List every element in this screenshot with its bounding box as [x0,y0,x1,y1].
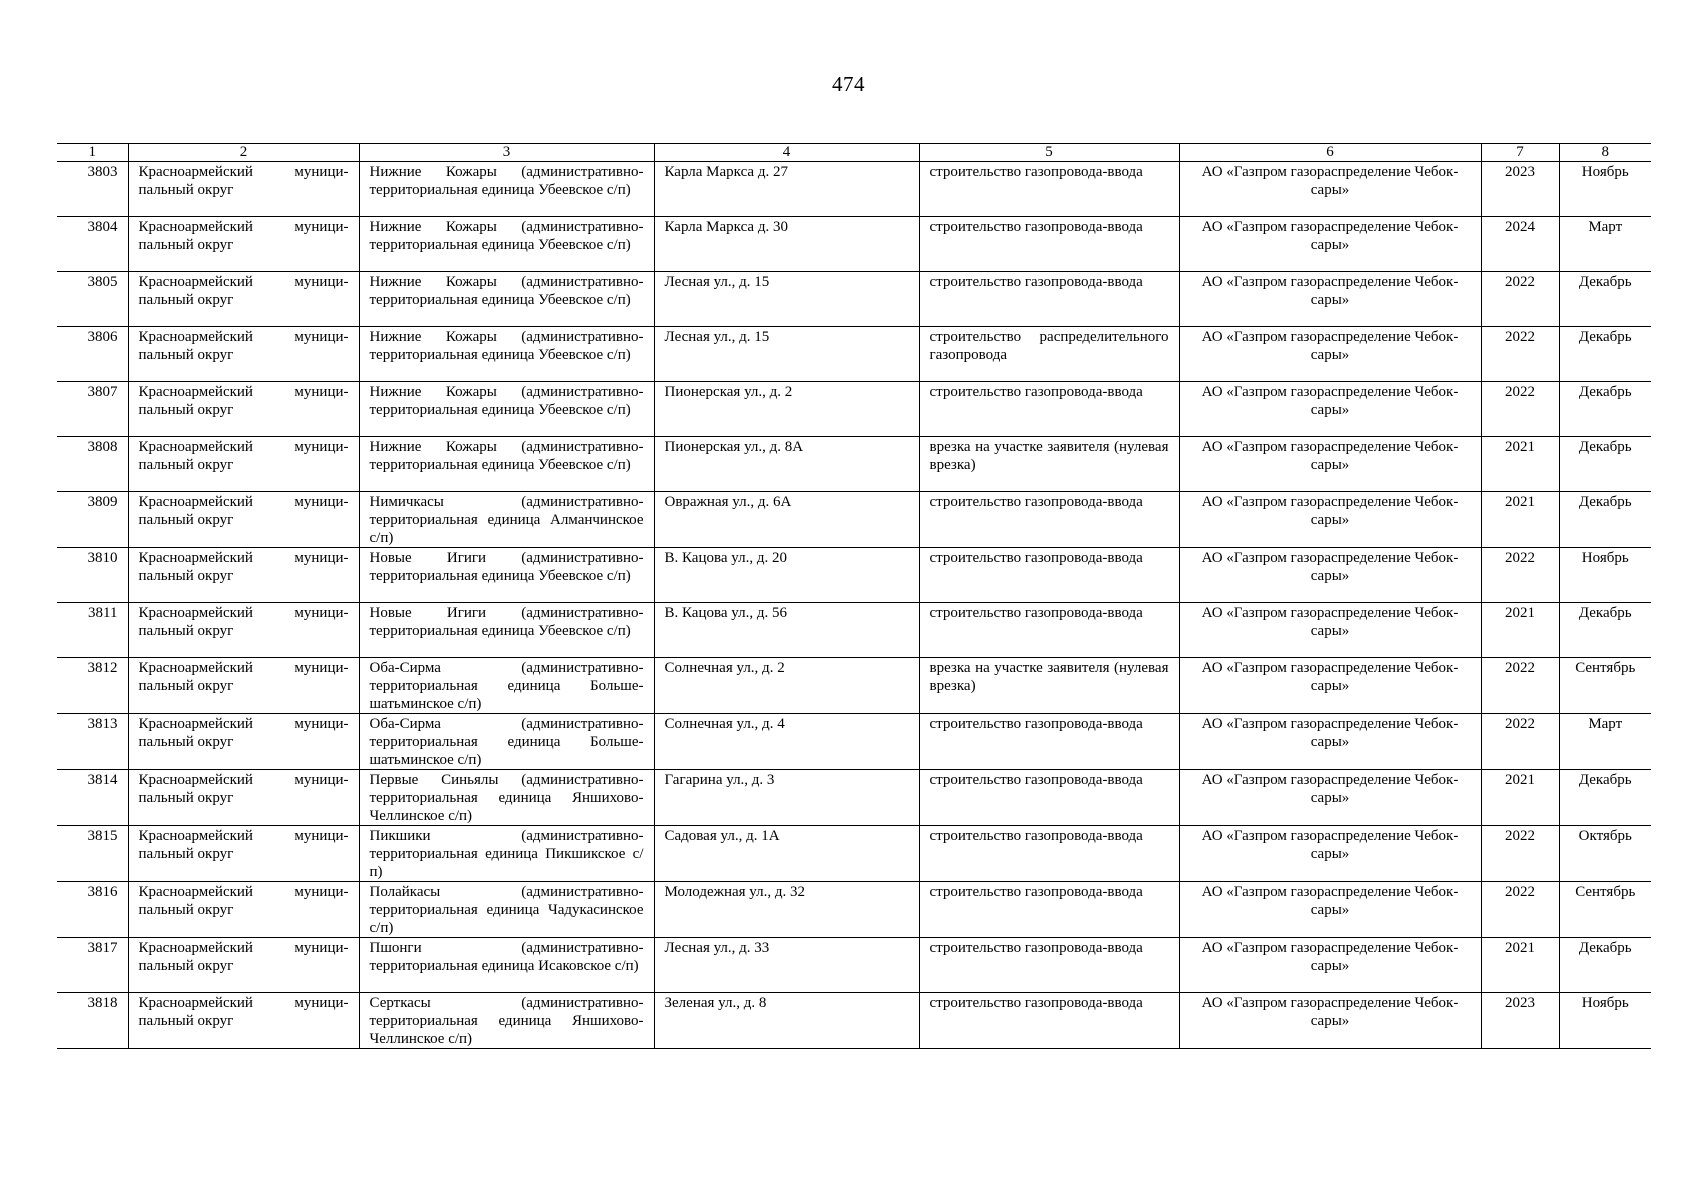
work-type-cell: строительство газопровода-ввода [919,272,1179,327]
row-number-cell: 3814 [57,770,128,826]
settlement-cell: Полайкасы (административно-территориальная единица Чадукасинское с/п) [359,882,654,938]
year-cell: 2022 [1481,882,1559,938]
year-cell: 2022 [1481,327,1559,382]
address-cell: Молодежная ул., д. 32 [654,882,919,938]
organization-cell: АО «Газпром газораспределение Чебоксары» [1179,327,1481,382]
address-cell: Лесная ул., д. 15 [654,272,919,327]
address-cell: Пионерская ул., д. 8А [654,437,919,492]
district-cell: Красноармейский муниципальный округ [128,382,359,437]
district-cell: Красноармейский муниципальный округ [128,217,359,272]
table-row [57,993,1651,1049]
table-row [57,603,1651,658]
district-cell: Красноармейский муниципальный округ [128,882,359,938]
work-type-cell: строительство газопровода-ввода [919,217,1179,272]
organization-cell: АО «Газпром газораспределение Чебоксары» [1179,938,1481,993]
table-row [57,382,1651,437]
work-type-cell: строительство газопровода-ввода [919,826,1179,882]
month-cell: Декабрь [1559,492,1651,548]
work-type-cell: строительство газопровода-ввода [919,993,1179,1049]
organization-cell: АО «Газпром газораспределение Чебоксары» [1179,272,1481,327]
row-number-cell: 3815 [57,826,128,882]
work-type-cell: врезка на участке заявителя (нулевая врезка) [919,658,1179,714]
table-row [57,492,1651,548]
settlement-cell: Пшонги (административно-территориальная единица Исаковское с/п) [359,938,654,993]
row-number-cell: 3804 [57,217,128,272]
work-type-cell: строительство газопровода-ввода [919,382,1179,437]
row-number-cell: 3808 [57,437,128,492]
district-cell: Красноармейский муниципальный округ [128,437,359,492]
settlement-cell: Новые Игиги (административно-территориальная единица Убеевское с/п) [359,548,654,603]
settlement-cell: Оба-Сирма (административно-территориальная единица Большешатьминское с/п) [359,658,654,714]
month-cell: Декабрь [1559,938,1651,993]
district-cell: Красноармейский муниципальный округ [128,658,359,714]
table-row [57,882,1651,938]
month-cell: Сентябрь [1559,658,1651,714]
organization-cell: АО «Газпром газораспределение Чебоксары» [1179,993,1481,1049]
gasification-registry-table [57,143,1651,1049]
year-cell: 2022 [1481,382,1559,437]
district-cell: Красноармейский муниципальный округ [128,603,359,658]
year-cell: 2022 [1481,658,1559,714]
month-cell: Ноябрь [1559,548,1651,603]
year-cell: 2021 [1481,492,1559,548]
row-number-cell: 3811 [57,603,128,658]
district-cell: Красноармейский муниципальный округ [128,714,359,770]
work-type-cell: строительство газопровода-ввода [919,162,1179,217]
district-cell: Красноармейский муниципальный округ [128,826,359,882]
address-cell: Гагарина ул., д. 3 [654,770,919,826]
organization-cell: АО «Газпром газораспределение Чебоксары» [1179,437,1481,492]
district-cell: Красноармейский муниципальный округ [128,272,359,327]
column-number-row [57,144,1651,162]
district-cell: Красноармейский муниципальный округ [128,548,359,603]
work-type-cell: строительство газопровода-ввода [919,882,1179,938]
settlement-cell: Нижние Кожары (административно-территориальная единица Убеевское с/п) [359,327,654,382]
address-cell: Зеленая ул., д. 8 [654,993,919,1049]
organization-cell: АО «Газпром газораспределение Чебоксары» [1179,492,1481,548]
work-type-cell: строительство газопровода-ввода [919,938,1179,993]
page-number: 474 [832,72,865,96]
work-type-cell: строительство газопровода-ввода [919,492,1179,548]
district-cell: Красноармейский муниципальный округ [128,327,359,382]
address-cell: Солнечная ул., д. 2 [654,658,919,714]
month-cell: Декабрь [1559,437,1651,492]
settlement-cell: Нижние Кожары (административно-территориальная единица Убеевское с/п) [359,272,654,327]
settlement-cell: Пикшики (административно-территориальная единица Пикшикское с/п) [359,826,654,882]
work-type-cell: строительство газопровода-ввода [919,603,1179,658]
organization-cell: АО «Газпром газораспределение Чебоксары» [1179,658,1481,714]
table-row [57,770,1651,826]
settlement-cell: Серткасы (административно-территориальная единица Яншихово-Челлинское с/п) [359,993,654,1049]
row-number-cell: 3817 [57,938,128,993]
organization-cell: АО «Газпром газораспределение Чебоксары» [1179,382,1481,437]
year-cell: 2023 [1481,162,1559,217]
address-cell: Лесная ул., д. 33 [654,938,919,993]
settlement-cell: Первые Синьялы (административно-территориальная единица Яншихово-Челлинское с/п) [359,770,654,826]
month-cell: Ноябрь [1559,993,1651,1049]
row-number-cell: 3816 [57,882,128,938]
table-body [57,162,1651,1049]
district-cell: Красноармейский муниципальный округ [128,993,359,1049]
row-number-cell: 3807 [57,382,128,437]
district-cell: Красноармейский муниципальный округ [128,492,359,548]
address-cell: Карла Маркса д. 27 [654,162,919,217]
year-cell: 2022 [1481,548,1559,603]
organization-cell: АО «Газпром газораспределение Чебоксары» [1179,770,1481,826]
year-cell: 2023 [1481,993,1559,1049]
table-row [57,548,1651,603]
work-type-cell: врезка на участке заявителя (нулевая врезка) [919,437,1179,492]
year-cell: 2022 [1481,714,1559,770]
settlement-cell: Нижние Кожары (административно-территориальная единица Убеевское с/п) [359,382,654,437]
row-number-cell: 3806 [57,327,128,382]
row-number-cell: 3803 [57,162,128,217]
settlement-cell: Нижние Кожары (административно-территориальная единица Убеевское с/п) [359,437,654,492]
year-cell: 2021 [1481,603,1559,658]
organization-cell: АО «Газпром газораспределение Чебоксары» [1179,714,1481,770]
table-row [57,658,1651,714]
month-cell: Декабрь [1559,382,1651,437]
column-header: 6 [1179,144,1481,162]
settlement-cell: Оба-Сирма (административно-территориальная единица Большешатьминское с/п) [359,714,654,770]
address-cell: Солнечная ул., д. 4 [654,714,919,770]
organization-cell: АО «Газпром газораспределение Чебоксары» [1179,162,1481,217]
year-cell: 2022 [1481,272,1559,327]
work-type-cell: строительство газопровода-ввода [919,714,1179,770]
organization-cell: АО «Газпром газораспределение Чебоксары» [1179,217,1481,272]
row-number-cell: 3805 [57,272,128,327]
month-cell: Ноябрь [1559,162,1651,217]
table-row [57,714,1651,770]
address-cell: Пионерская ул., д. 2 [654,382,919,437]
month-cell: Октябрь [1559,826,1651,882]
column-header: 7 [1481,144,1559,162]
row-number-cell: 3818 [57,993,128,1049]
table-row [57,327,1651,382]
year-cell: 2021 [1481,770,1559,826]
table-row [57,437,1651,492]
organization-cell: АО «Газпром газораспределение Чебоксары» [1179,826,1481,882]
table-row [57,162,1651,217]
table-row [57,826,1651,882]
month-cell: Декабрь [1559,272,1651,327]
address-cell: В. Кацова ул., д. 56 [654,603,919,658]
month-cell: Март [1559,217,1651,272]
table-row [57,217,1651,272]
work-type-cell: строительство распределительного газопровода [919,327,1179,382]
organization-cell: АО «Газпром газораспределение Чебоксары» [1179,882,1481,938]
column-header: 8 [1559,144,1651,162]
district-cell: Красноармейский муниципальный округ [128,770,359,826]
table-row [57,272,1651,327]
year-cell: 2024 [1481,217,1559,272]
address-cell: Садовая ул., д. 1А [654,826,919,882]
settlement-cell: Нимичкасы (административно-территориальная единица Алманчинское с/п) [359,492,654,548]
row-number-cell: 3809 [57,492,128,548]
year-cell: 2021 [1481,437,1559,492]
column-header: 5 [919,144,1179,162]
row-number-cell: 3813 [57,714,128,770]
column-header: 4 [654,144,919,162]
work-type-cell: строительство газопровода-ввода [919,548,1179,603]
address-cell: Лесная ул., д. 15 [654,327,919,382]
month-cell: Декабрь [1559,327,1651,382]
column-header: 2 [128,144,359,162]
address-cell: В. Кацова ул., д. 20 [654,548,919,603]
month-cell: Декабрь [1559,603,1651,658]
organization-cell: АО «Газпром газораспределение Чебоксары» [1179,548,1481,603]
address-cell: Карла Маркса д. 30 [654,217,919,272]
row-number-cell: 3812 [57,658,128,714]
organization-cell: АО «Газпром газораспределение Чебоксары» [1179,603,1481,658]
settlement-cell: Новые Игиги (административно-территориальная единица Убеевское с/п) [359,603,654,658]
month-cell: Сентябрь [1559,882,1651,938]
work-type-cell: строительство газопровода-ввода [919,770,1179,826]
row-number-cell: 3810 [57,548,128,603]
settlement-cell: Нижние Кожары (административно-территориальная единица Убеевское с/п) [359,162,654,217]
month-cell: Март [1559,714,1651,770]
table-row [57,938,1651,993]
district-cell: Красноармейский муниципальный округ [128,162,359,217]
district-cell: Красноармейский муниципальный округ [128,938,359,993]
year-cell: 2021 [1481,938,1559,993]
column-header: 1 [57,144,128,162]
year-cell: 2022 [1481,826,1559,882]
column-header: 3 [359,144,654,162]
address-cell: Овражная ул., д. 6А [654,492,919,548]
settlement-cell: Нижние Кожары (административно-территориальная единица Убеевское с/п) [359,217,654,272]
month-cell: Декабрь [1559,770,1651,826]
